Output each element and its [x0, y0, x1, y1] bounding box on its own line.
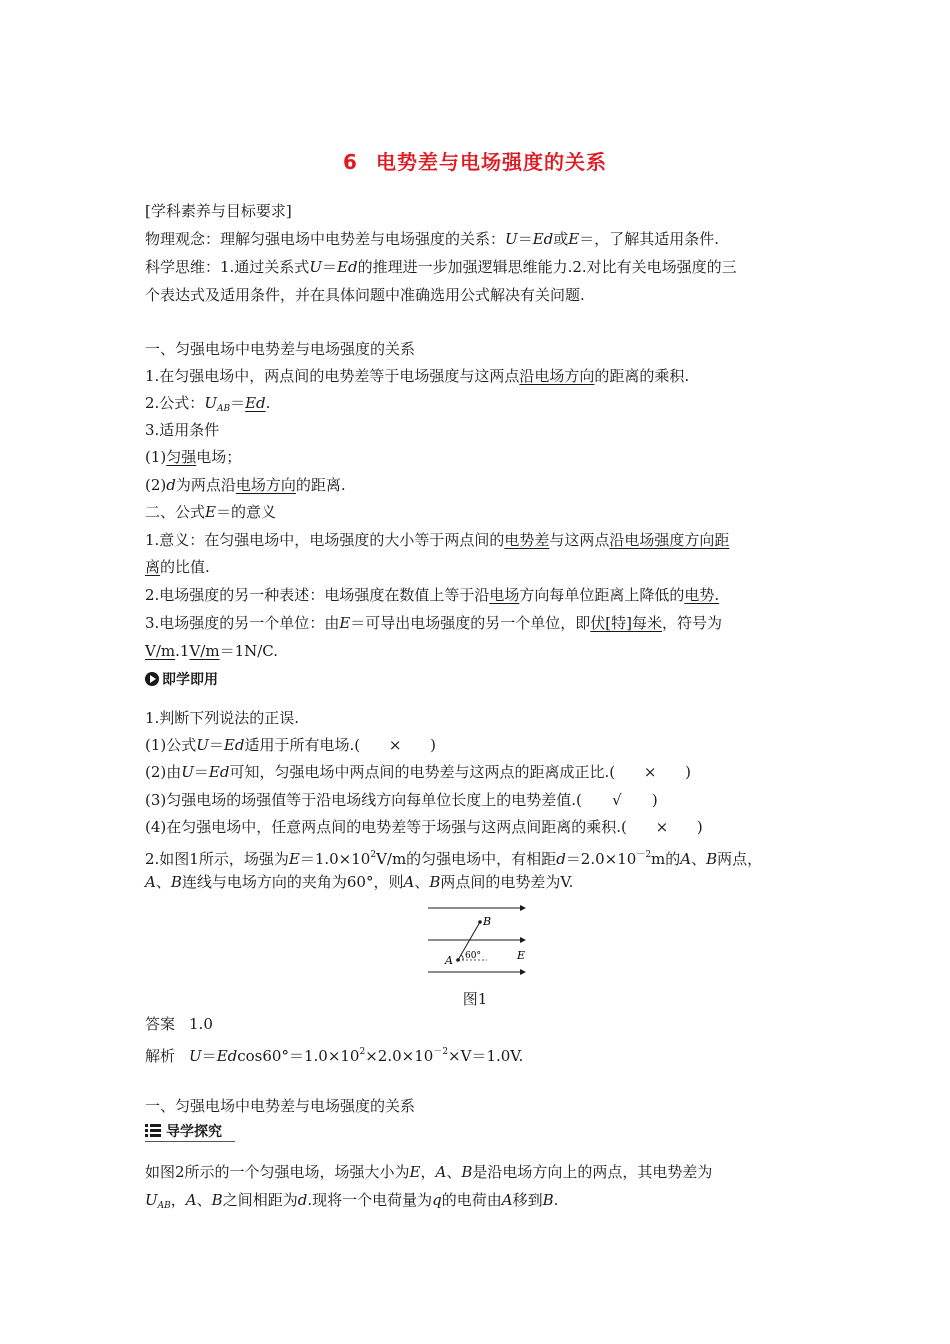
- question-1: 1.判断下列说法的正误.: [145, 709, 300, 727]
- angle-arc: [461, 955, 463, 960]
- judgement-3: (3)匀强电场的场强值等于沿电场线方向每单位长度上的电势差值.( √ ): [145, 791, 658, 809]
- section-heading: 一、匀强电场中电势差与电场强度的关系: [145, 340, 416, 358]
- figure-caption: 图1: [462, 990, 488, 1008]
- page-title: [0, 146, 950, 175]
- goals-thinking: 科学思维：1.通过关系式U＝Ed的推理进一步加强逻辑思维能力.2.对比有关电场强度的三: [145, 258, 737, 276]
- sec1-formula: 2.公式：$U_{AB}=Ed$.: [145, 394, 271, 414]
- question-2: 2.如图1所示，场强为$E=1.0\times 10^2V/m$的匀强电场中，有相距$d=2.0\times 10^{-2}m$的A、B两点，: [145, 850, 763, 868]
- sec2-other-expression: 2.电场强度的另一种表述：电场强度在数值上等于沿电场方向每单位距离上降低的电势.: [145, 586, 720, 604]
- sec3-paragraph-cont: $U_{AB}$，A、B之间相距为d.现将一个电荷量为q的电荷由A移到B.: [145, 1191, 559, 1211]
- sec1-condition-2: (2)d为两点沿电场方向的距离.: [145, 476, 346, 494]
- label-b: B: [483, 915, 492, 928]
- section-number: 6: [343, 150, 358, 174]
- label-e: E: [517, 949, 526, 962]
- heading-rule: [145, 1141, 235, 1142]
- question-2-cont: A、B连线与电场方向的夹角为60°，则A、B两点间的电势差为V.: [145, 873, 574, 891]
- section-heading: 二、公式E＝的意义: [145, 503, 276, 521]
- point-a: [456, 958, 460, 962]
- judgement-4: (4)在匀强电场中，任意两点间的电势差等于场强与这两点间距离的乘积.( × ): [145, 818, 703, 836]
- judgement-2: (2)由U＝Ed可知，匀强电场中两点间的电势差与这两点的距离成正比.( × ): [145, 763, 691, 781]
- sec2-meaning: 1.意义：在匀强电场中，电场强度的大小等于两点间的电势差与这两点沿电场强度方向距: [145, 531, 730, 549]
- sec1-conditions: 3.适用条件: [145, 421, 220, 439]
- sec1-condition-1: (1)匀强电场；: [145, 448, 242, 466]
- sec2-unit: 3.电场强度的另一个单位：由E＝可导出电场强度的另一个单位，即伏[特]每米，符号为: [145, 614, 723, 632]
- sec1-point-1: 1.在匀强电场中，两点间的电势差等于电场强度与这两点沿电场方向的距离的乘积.: [145, 367, 690, 385]
- section-heading: 一、匀强电场中电势差与电场强度的关系: [145, 1097, 416, 1115]
- goals-concept: 物理观念：理解匀强电场中电势差与电场强度的关系：U＝Ed或E＝，了解其适用条件.: [145, 230, 720, 248]
- list-icon: [145, 1124, 161, 1137]
- play-icon: [145, 672, 159, 686]
- goals-header: [学科素养与目标要求]: [145, 202, 292, 220]
- judgement-1: (1)公式U＝Ed适用于所有电场.( × ): [145, 736, 436, 754]
- answer: 答案 1.0: [145, 1015, 213, 1033]
- field-diagram: [425, 898, 535, 976]
- label-a: A: [445, 954, 453, 967]
- sec3-paragraph: 如图2所示的一个匀强电场，场强大小为E，A、B是沿电场方向上的两点，其电势差为: [145, 1163, 713, 1181]
- sec2-unit-cont: V/m.1V/m＝1N/C.: [145, 642, 278, 660]
- sec2-meaning-cont: 离的比值.: [145, 558, 210, 576]
- goals-thinking-cont: 个表达式及适用条件，并在具体问题中准确选用公式解决有关问题.: [145, 286, 585, 304]
- guided-inquiry-heading: 导学探究: [145, 1122, 222, 1142]
- analysis: 解析 $U=Edcos60^\circ=1.0\times 10^2\times 2.0\times 10^{-2}\times V=1.0V$.: [145, 1047, 524, 1065]
- practice-heading: 即学即用: [145, 670, 218, 690]
- label-angle: 60°: [465, 951, 481, 961]
- point-b: [478, 920, 482, 924]
- title-text: 电势差与电场强度的关系: [375, 150, 607, 174]
